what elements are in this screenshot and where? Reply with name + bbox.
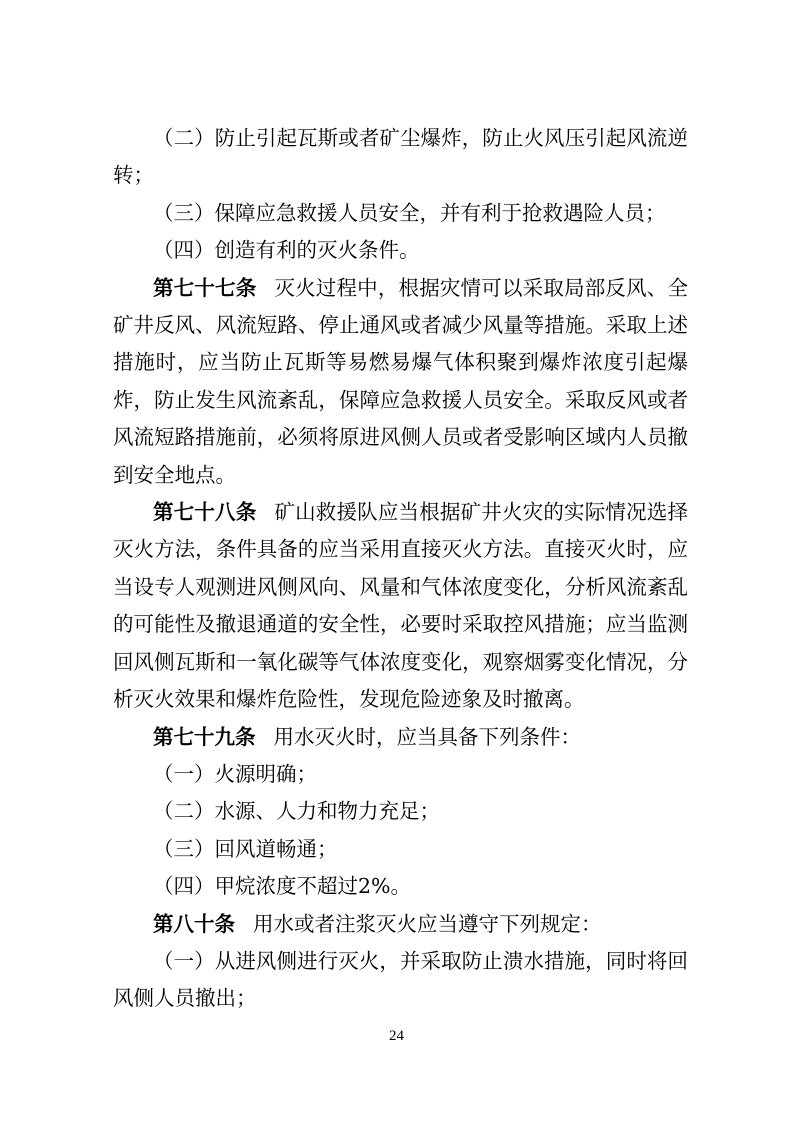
paragraph-text: （二）防止引起瓦斯或者矿尘爆炸，防止火风压引起风流逆转； xyxy=(113,126,688,188)
page-number: 24 xyxy=(389,1028,404,1044)
paragraph xyxy=(113,195,688,232)
paragraph xyxy=(113,831,688,868)
article-heading: 第八十条 xyxy=(153,911,235,936)
paragraph-text: 矿山救援队应当根据矿井火灾的实际情况选择灭火方法，条件具备的应当采用直接灭火方法。直接灭火时，应当设专人观测进风侧风向、风量和气体浓度变化，分析风流紊乱的可能性及撤退通道的安全性，必要时采取控风措施；应当监测回风侧瓦斯和一氧化碳等气体浓度变化，观察烟雾变化情况，分析灭火效果和爆炸危险性，发现危险迹象及时撤离。 xyxy=(113,500,688,712)
paragraph xyxy=(113,232,688,269)
article-paragraph xyxy=(113,270,688,494)
paragraph xyxy=(113,793,688,830)
article-heading: 第七十七条 xyxy=(153,275,257,300)
article-paragraph xyxy=(113,906,688,943)
document-body xyxy=(113,120,688,1018)
article-heading: 第七十九条 xyxy=(153,724,256,749)
article-heading: 第七十八条 xyxy=(153,500,257,525)
paragraph xyxy=(113,120,688,195)
paragraph-text: 用水灭火时，应当具备下列条件： xyxy=(273,724,581,749)
paragraph-text: （三）回风道畅通； xyxy=(153,836,338,861)
paragraph xyxy=(113,756,688,793)
paragraph xyxy=(113,868,688,905)
paragraph-text: （四）甲烷浓度不超过2%。 xyxy=(153,874,412,899)
paragraph-text: （一）从进风侧进行灭火，并采取防止溃水措施，同时将回风侧人员撤出； xyxy=(113,948,688,1011)
article-paragraph xyxy=(113,494,688,718)
paragraph-text: （二）水源、人力和物力充足； xyxy=(153,799,440,824)
paragraph-text: （三）保障应急救援人员安全，并有利于抢救遇险人员； xyxy=(153,200,666,225)
paragraph-text: （一）火源明确； xyxy=(153,761,317,786)
article-paragraph xyxy=(113,719,688,756)
paragraph xyxy=(113,943,688,1018)
paragraph-text: 用水或者注浆灭火应当遵守下列规定： xyxy=(253,911,602,936)
paragraph-text: 灭火过程中，根据灾情可以采取局部反风、全矿井反风、风流短路、停止通风或者减少风量等措施。采取上述措施时，应当防止瓦斯等易燃易爆气体积聚到爆炸浓度引起爆炸，防止发生风流紊乱，保障应急救援人员安全。采取反风或者风流短路措施前，必须将原进风侧人员或者受影响区域内人员撤到安全地点。 xyxy=(113,275,688,487)
paragraph-text: （四）创造有利的灭火条件。 xyxy=(153,238,420,263)
